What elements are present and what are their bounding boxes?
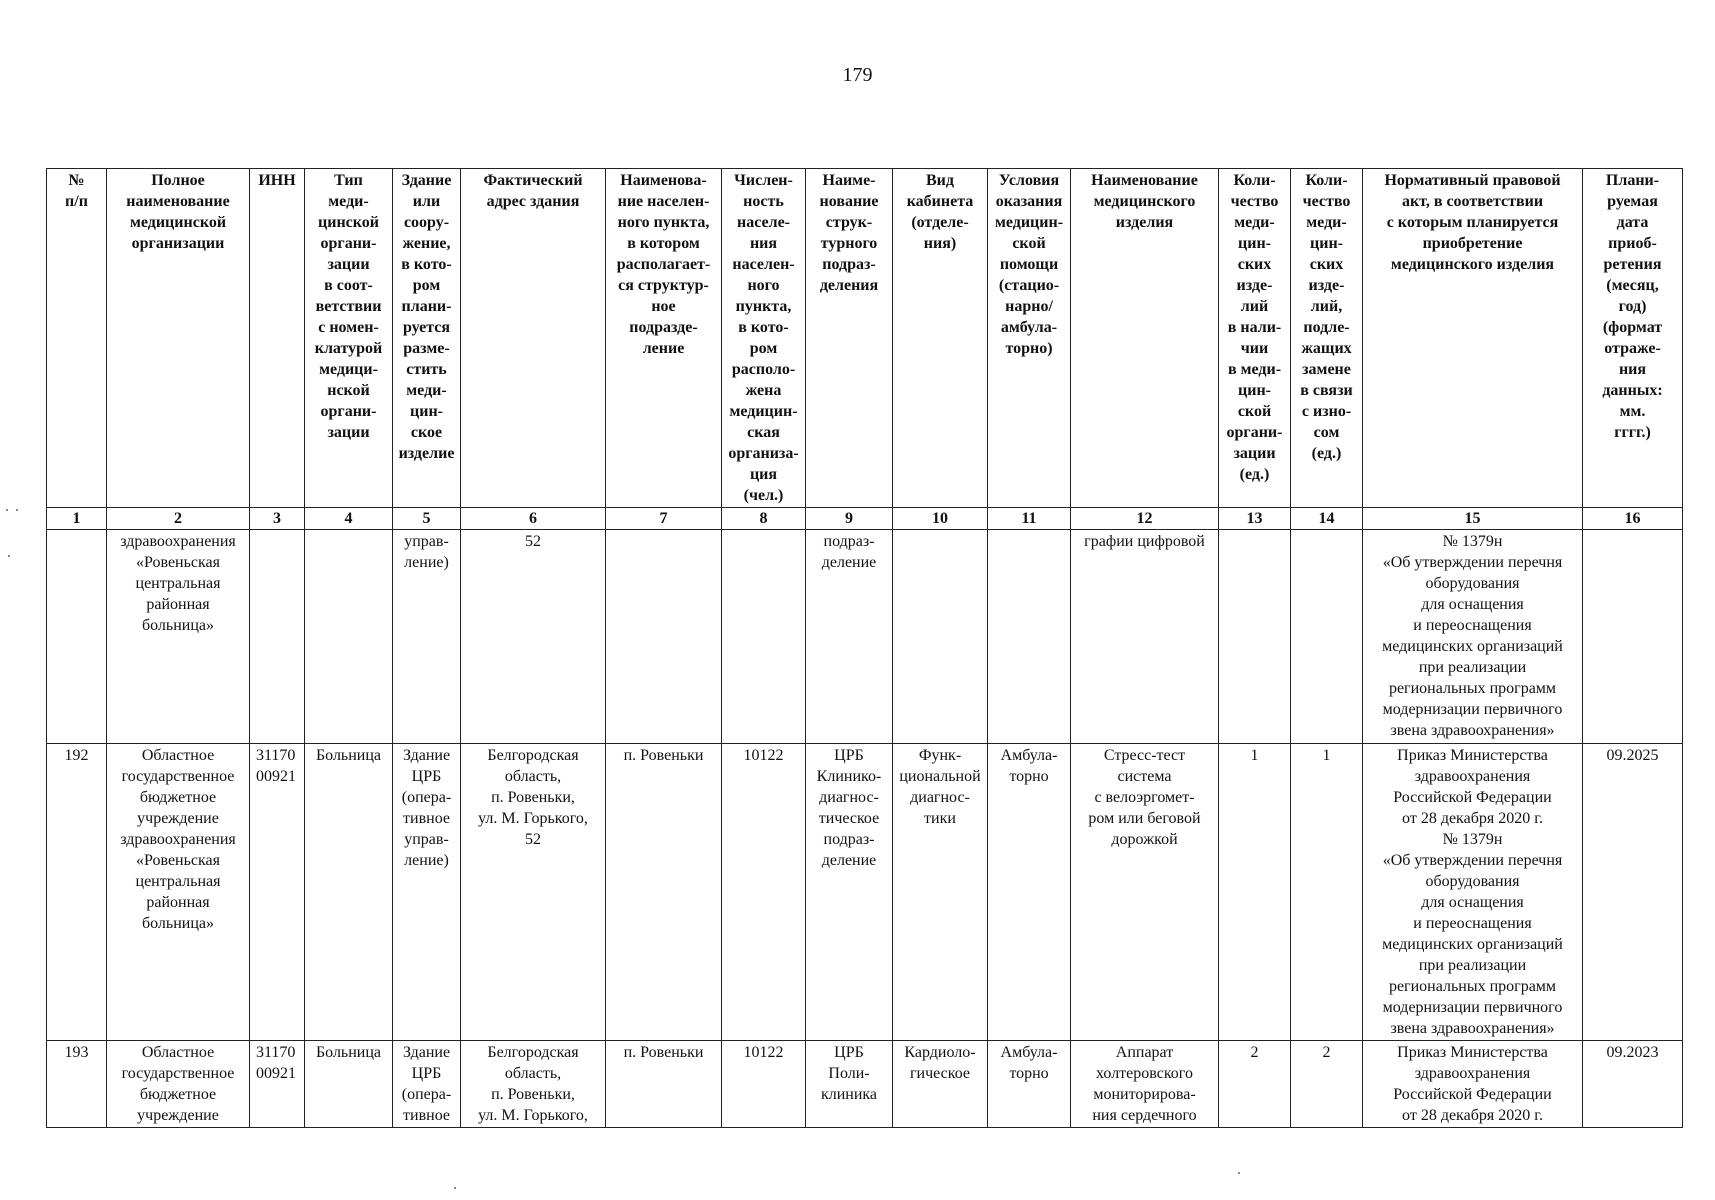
table-cell: Больница	[305, 744, 393, 1041]
header-row	[47, 169, 1683, 508]
medical-equipment-table	[46, 168, 1683, 1128]
scan-speck	[6, 509, 8, 511]
header-cell: Полное наименование медицинской организации	[107, 169, 250, 508]
scan-speck	[16, 509, 18, 511]
table-cell: ЦРБ Поли- клиника	[806, 1041, 893, 1128]
table-cell	[250, 530, 305, 744]
column-number: 16	[1583, 508, 1683, 530]
table-cell: 31170 00921	[250, 1041, 305, 1128]
column-number: 4	[305, 508, 393, 530]
column-number: 15	[1363, 508, 1583, 530]
table-cell: Областное государственное бюджетное учреждение	[107, 1041, 250, 1128]
table-cell: № 1379н «Об утверждении перечня оборудования для оснащения и переоснащения медицинских организаций при реализации региональных программ модернизации первичного звена здравоохранения»	[1363, 530, 1583, 744]
column-number-row	[47, 508, 1683, 530]
table-cell: ЦРБ Клинико- диагнос- тическое подраз- деление	[806, 744, 893, 1041]
page-number: 179	[842, 64, 873, 86]
table-cell	[305, 530, 393, 744]
header-cell: Тип меди- цинской органи- зации в соот- ветствии с номен- клатурой медици- нской органи- зации	[305, 169, 393, 508]
column-number: 8	[722, 508, 806, 530]
header-cell: Плани- руемая дата приоб- ретения (месяц, год) (формат отраже- ния данных: мм. гггг.)	[1583, 169, 1683, 508]
table-cell: 10122	[722, 1041, 806, 1128]
table-cell	[1583, 530, 1683, 744]
header-cell: Наиме- нование струк- турного подраз- деления	[806, 169, 893, 508]
header-cell: ИНН	[250, 169, 305, 508]
table-cell: Белгородская область, п. Ровеньки, ул. М. Горького,	[461, 1041, 606, 1128]
table-cell	[1219, 530, 1291, 744]
header-cell: Коли- чество меди- цин- ских изде- лий в нали- чии в меди- цин- ской органи- зации (ед.)	[1219, 169, 1291, 508]
table-cell: 2	[1219, 1041, 1291, 1128]
header-cell: Нормативный правовой акт, в соответствии с которым планируется приобретение медицинского изделия	[1363, 169, 1583, 508]
column-number: 6	[461, 508, 606, 530]
column-number: 13	[1219, 508, 1291, 530]
table-cell: здравоохранения «Ровеньская центральная районная больница»	[107, 530, 250, 744]
column-number: 9	[806, 508, 893, 530]
table-cell: Белгородская область, п. Ровеньки, ул. М. Горького, 52	[461, 744, 606, 1041]
header-cell: № п/п	[47, 169, 107, 508]
header-cell: Вид кабинета (отделе- ния)	[893, 169, 988, 508]
header-cell: Числен- ность населе- ния населен- ного пункта, в кото- ром располо- жена медицин- ская организа- ция (чел.)	[722, 169, 806, 508]
table-cell: 2	[1291, 1041, 1363, 1128]
header-cell: Здание или соору- жение, в кото- ром плани- руется разме- стить меди- цин- ское изделие	[393, 169, 461, 508]
column-number: 7	[606, 508, 722, 530]
table-cell	[893, 530, 988, 744]
table-cell: Здание ЦРБ (опера- тивное управ- ление)	[393, 744, 461, 1041]
table-cell: Больница	[305, 1041, 393, 1128]
header-cell: Фактический адрес здания	[461, 169, 606, 508]
table-cell: Здание ЦРБ (опера- тивное	[393, 1041, 461, 1128]
table-cell	[988, 530, 1071, 744]
table-cell: 09.2023	[1583, 1041, 1683, 1128]
column-number: 3	[250, 508, 305, 530]
table-cell: 1	[1219, 744, 1291, 1041]
scan-speck	[1238, 1172, 1240, 1174]
table-cell: Функ- циональной диагнос- тики	[893, 744, 988, 1041]
table-cell	[47, 530, 107, 744]
header-cell: Наименова- ние населен- ного пункта, в котором располагает- ся структур- ное подразде- ление	[606, 169, 722, 508]
scan-speck	[8, 555, 10, 557]
table-cell: Приказ Министерства здравоохранения Российской Федерации от 28 декабря 2020 г.	[1363, 1041, 1583, 1128]
column-number: 14	[1291, 508, 1363, 530]
table-cell: графии цифровой	[1071, 530, 1219, 744]
table-cell: 192	[47, 744, 107, 1041]
table-cell: 31170 00921	[250, 744, 305, 1041]
table-cell: подраз- деление	[806, 530, 893, 744]
table-cell: Кардиоло- гическое	[893, 1041, 988, 1128]
table-cell: п. Ровеньки	[606, 1041, 722, 1128]
table-cell: Амбула- торно	[988, 744, 1071, 1041]
table-cell: управ- ление)	[393, 530, 461, 744]
header-cell: Условия оказания медицин- ской помощи (стацио- нарно/ амбула- торно)	[988, 169, 1071, 508]
table-row	[47, 1041, 1683, 1128]
column-number: 1	[47, 508, 107, 530]
column-number: 11	[988, 508, 1071, 530]
table-cell	[1291, 530, 1363, 744]
table-cell: Аппарат холтеровского мониторирова- ния сердечного	[1071, 1041, 1219, 1128]
table-row	[47, 530, 1683, 744]
table-cell	[606, 530, 722, 744]
header-cell: Наименование медицинского изделия	[1071, 169, 1219, 508]
table-cell: Стресс-тест система с велоэргомет- ром или беговой дорожкой	[1071, 744, 1219, 1041]
table-cell: Амбула- торно	[988, 1041, 1071, 1128]
table-cell: Областное государственное бюджетное учреждение здравоохранения «Ровеньская центральная районная больница»	[107, 744, 250, 1041]
table-cell: 09.2025	[1583, 744, 1683, 1041]
column-number: 10	[893, 508, 988, 530]
column-number: 5	[393, 508, 461, 530]
table-cell: 52	[461, 530, 606, 744]
table-cell: Приказ Министерства здравоохранения Российской Федерации от 28 декабря 2020 г. № 1379н «Об утверждении перечня оборудования для оснащения и переоснащения медицинских организаций при реализации региональных программ модернизации первичного звена здравоохранения»	[1363, 744, 1583, 1041]
column-number: 12	[1071, 508, 1219, 530]
table-cell: 1	[1291, 744, 1363, 1041]
column-number: 2	[107, 508, 250, 530]
table-cell: п. Ровеньки	[606, 744, 722, 1041]
table-cell: 193	[47, 1041, 107, 1128]
table-cell: 10122	[722, 744, 806, 1041]
header-cell: Коли- чество меди- цин- ских изде- лий, подле- жащих замене в связи с изно- сом (ед.)	[1291, 169, 1363, 508]
table-cell	[722, 530, 806, 744]
scan-speck	[454, 1187, 456, 1189]
table-row	[47, 744, 1683, 1041]
